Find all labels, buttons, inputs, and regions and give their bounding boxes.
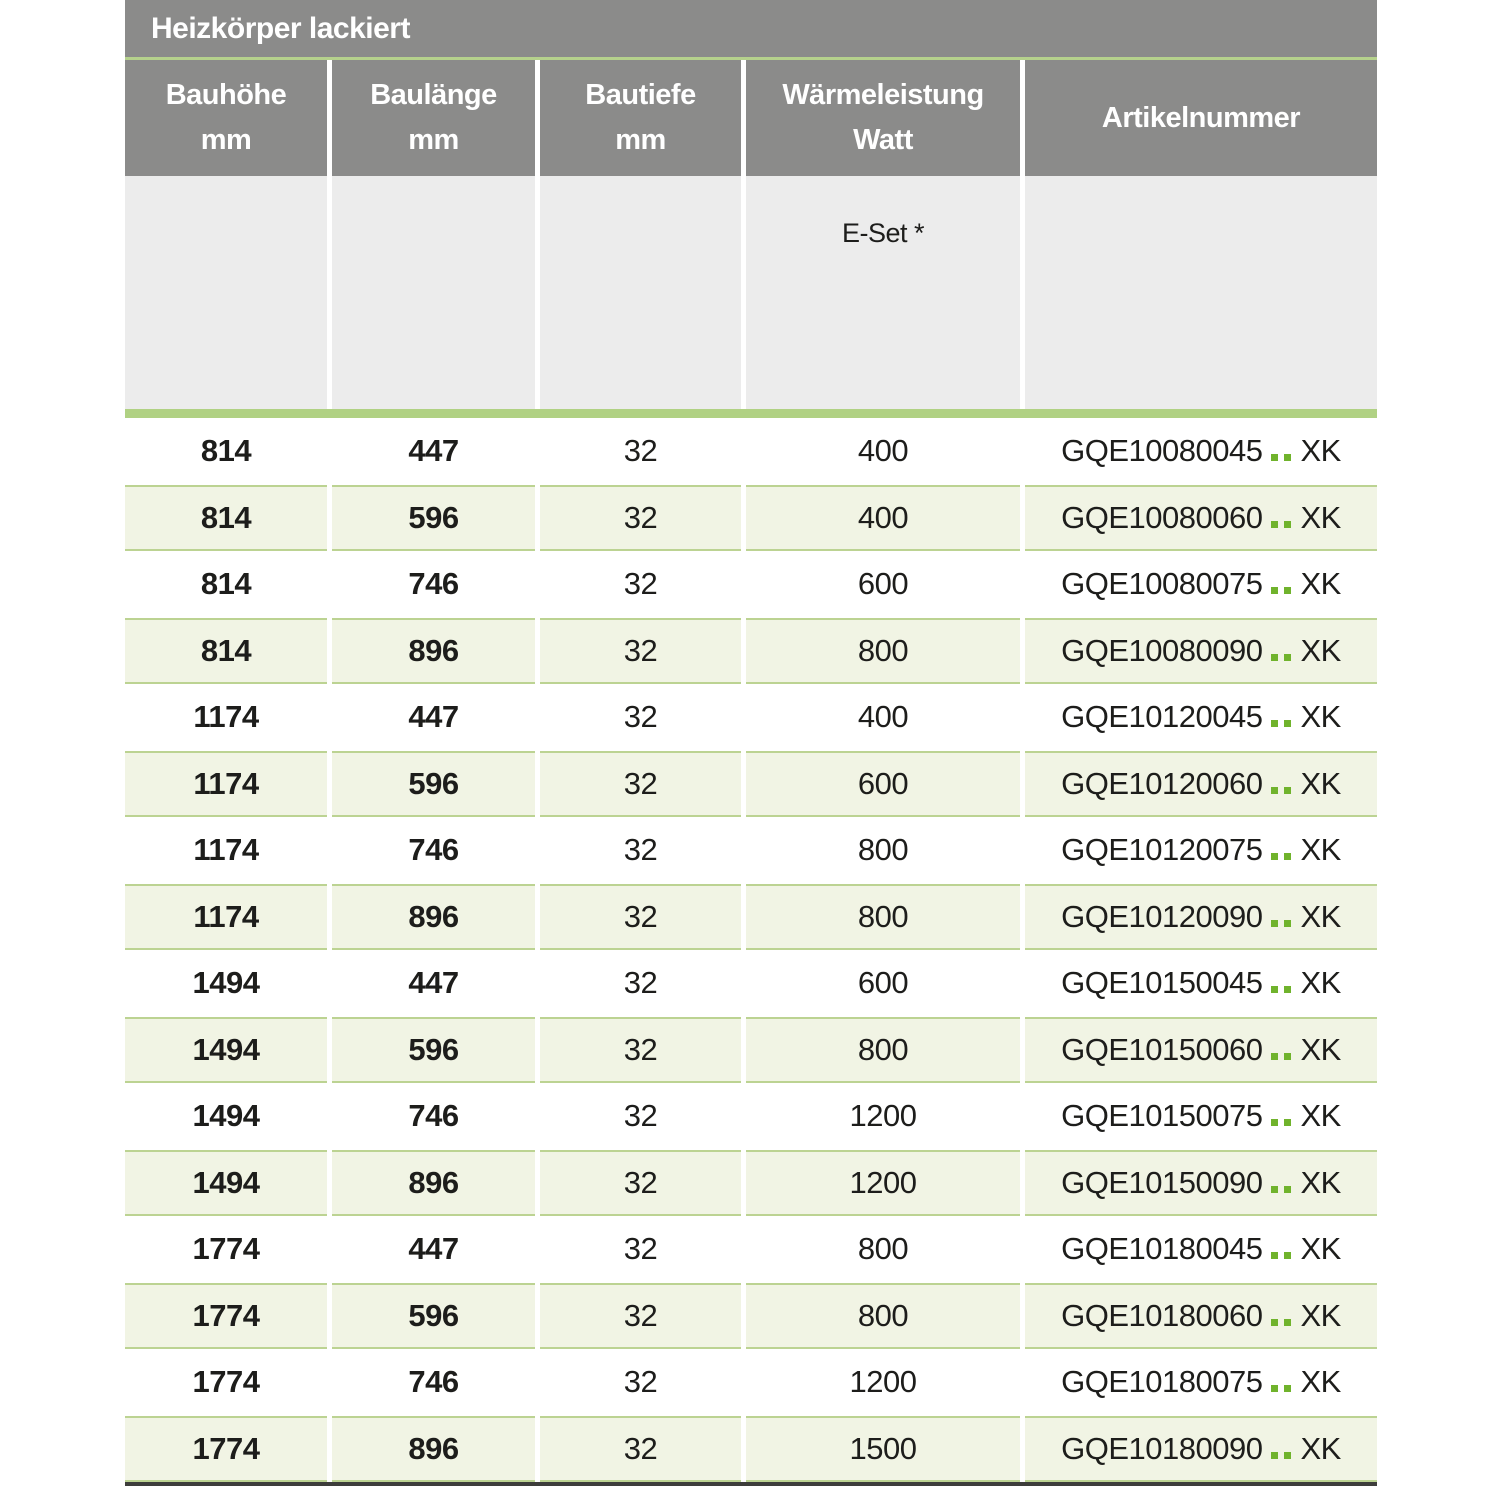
cell-bautiefe: 32: [623, 832, 658, 868]
table-row: [125, 1083, 1377, 1150]
cell-artikelnummer: [1025, 751, 1377, 818]
cell-watt: 600: [857, 566, 909, 602]
cell-bauhoehe: 1494: [192, 965, 260, 1001]
cell-bautiefe: 32: [540, 1017, 741, 1084]
color-code-dots-icon: [1271, 633, 1291, 669]
artikel-suffix: XK: [1300, 1297, 1341, 1333]
artikel-suffix: XK: [1300, 765, 1341, 801]
column-header-unit: Watt: [853, 124, 913, 156]
cell-watt: 1200: [746, 1150, 1020, 1217]
cell-artikelnummer: [1025, 618, 1377, 685]
artikel-code: GQE10150060: [1061, 1031, 1263, 1067]
cell-bautiefe: 32: [540, 1283, 741, 1350]
subheader-cell-artikelnummer: [1025, 176, 1377, 409]
color-code-dots-icon: [1271, 1364, 1291, 1400]
artikel-code: GQE10150090: [1061, 1164, 1263, 1200]
cell-baulaenge: 447: [408, 965, 459, 1001]
cell-bauhoehe: 1174: [193, 699, 259, 735]
table-row: [125, 817, 1377, 884]
cell-artikelnummer: [1025, 1083, 1377, 1150]
cell-bauhoehe: 814: [200, 566, 252, 602]
cell-watt: 800: [857, 832, 909, 868]
column-header-label: Artikelnummer: [1101, 101, 1301, 134]
cell-watt: 800: [746, 1017, 1020, 1084]
artikel-suffix: XK: [1300, 499, 1341, 535]
cell-watt: 1200: [849, 1098, 917, 1134]
artikel-code: GQE10080060: [1061, 499, 1263, 535]
artikel-code: GQE10150045: [1061, 965, 1263, 1001]
cell-baulaenge: 746: [408, 1364, 459, 1400]
table-row: [125, 418, 1377, 485]
cell-bautiefe: 32: [623, 566, 658, 602]
cell-artikelnummer: [1025, 1216, 1377, 1283]
cell-bautiefe: 32: [540, 1416, 741, 1483]
cell-baulaenge: 896: [332, 884, 535, 951]
table-title: Heizkörper lackiert: [151, 11, 410, 45]
cell-bauhoehe: 814: [125, 618, 327, 685]
cell-artikelnummer: [1025, 1150, 1377, 1217]
column-header-baulaenge: [332, 60, 535, 176]
table-body: [125, 418, 1377, 1482]
column-header-row: [125, 60, 1377, 176]
cell-bautiefe: 32: [623, 433, 658, 469]
cell-bautiefe: 32: [623, 965, 658, 1001]
column-header-waermeleistung: [746, 60, 1020, 176]
subheader-cell-baulaenge: [332, 176, 535, 409]
table-row: [125, 551, 1377, 618]
column-header-bautiefe: [540, 60, 741, 176]
cell-baulaenge: 447: [408, 433, 459, 469]
table-title-bar: [125, 0, 1377, 60]
color-code-dots-icon: [1271, 1098, 1291, 1134]
column-header-unit: mm: [408, 124, 459, 156]
color-code-dots-icon: [1271, 1032, 1291, 1068]
artikel-suffix: XK: [1300, 832, 1341, 868]
cell-baulaenge: 896: [332, 1416, 535, 1483]
cell-artikelnummer: [1025, 551, 1377, 618]
cell-watt: 400: [857, 433, 909, 469]
column-header-bauhoehe: [125, 60, 327, 176]
cell-bauhoehe: 814: [200, 433, 252, 469]
artikel-suffix: XK: [1300, 1098, 1341, 1134]
cell-bauhoehe: 1774: [125, 1283, 327, 1350]
artikel-code: GQE10080090: [1061, 632, 1263, 668]
column-header-label: Bauhöhe: [165, 79, 287, 111]
cell-watt: 1500: [746, 1416, 1020, 1483]
artikel-code: GQE10120060: [1061, 765, 1263, 801]
cell-baulaenge: 746: [408, 1098, 459, 1134]
table-row: [125, 1150, 1377, 1217]
artikel-suffix: XK: [1300, 433, 1341, 469]
artikel-code: GQE10150075: [1061, 1098, 1263, 1134]
color-code-dots-icon: [1271, 1165, 1291, 1201]
subheader-row: [125, 176, 1377, 409]
subheader-cell-eset: [746, 176, 1020, 409]
cell-artikelnummer: [1025, 1283, 1377, 1350]
subheader-cell-bautiefe: [540, 176, 741, 409]
cell-bauhoehe: 1774: [125, 1416, 327, 1483]
cell-bauhoehe: 814: [125, 485, 327, 552]
cell-bautiefe: 32: [623, 1231, 658, 1267]
cell-baulaenge: 746: [408, 566, 459, 602]
artikel-code: GQE10080075: [1061, 566, 1263, 602]
cell-bauhoehe: 1174: [125, 884, 327, 951]
cell-bauhoehe: 1174: [125, 751, 327, 818]
table-row: [125, 950, 1377, 1017]
cell-baulaenge: 447: [408, 699, 459, 735]
cell-watt: 1200: [849, 1364, 917, 1400]
cell-baulaenge: 596: [332, 1283, 535, 1350]
column-header-artikelnummer: [1025, 60, 1377, 176]
cell-bautiefe: 32: [540, 618, 741, 685]
cell-baulaenge: 896: [332, 618, 535, 685]
table-row: [125, 751, 1377, 818]
artikel-suffix: XK: [1300, 1430, 1341, 1466]
artikel-suffix: XK: [1300, 699, 1341, 735]
table-bottom-border: [125, 1482, 1377, 1486]
artikel-code: GQE10180045: [1061, 1231, 1263, 1267]
cell-bautiefe: 32: [623, 1364, 658, 1400]
artikel-suffix: XK: [1300, 1164, 1341, 1200]
cell-bautiefe: 32: [540, 884, 741, 951]
color-code-dots-icon: [1271, 699, 1291, 735]
product-spec-table: [125, 0, 1377, 1486]
column-header-label: Baulänge: [370, 79, 497, 111]
cell-artikelnummer: [1025, 1017, 1377, 1084]
column-header-unit: mm: [615, 124, 666, 156]
artikel-suffix: XK: [1300, 1031, 1341, 1067]
cell-watt: 800: [857, 1231, 909, 1267]
artikel-code: GQE10120075: [1061, 832, 1263, 868]
cell-baulaenge: 596: [332, 485, 535, 552]
cell-artikelnummer: [1025, 950, 1377, 1017]
cell-bautiefe: 32: [540, 1150, 741, 1217]
cell-baulaenge: 746: [408, 832, 459, 868]
artikel-suffix: XK: [1300, 1231, 1341, 1267]
artikel-suffix: XK: [1300, 965, 1341, 1001]
cell-baulaenge: 596: [332, 751, 535, 818]
cell-artikelnummer: [1025, 485, 1377, 552]
cell-bautiefe: 32: [540, 485, 741, 552]
table-row: [125, 1283, 1377, 1350]
cell-bauhoehe: 1774: [192, 1364, 260, 1400]
cell-watt: 800: [746, 884, 1020, 951]
cell-bauhoehe: 1494: [125, 1017, 327, 1084]
cell-bautiefe: 32: [623, 699, 658, 735]
color-code-dots-icon: [1271, 1231, 1291, 1267]
artikel-code: GQE10180075: [1061, 1364, 1263, 1400]
artikel-code: GQE10180090: [1061, 1430, 1263, 1466]
cell-artikelnummer: [1025, 884, 1377, 951]
cell-artikelnummer: [1025, 418, 1377, 485]
table-row: [125, 1216, 1377, 1283]
cell-bautiefe: 32: [540, 751, 741, 818]
color-code-dots-icon: [1271, 899, 1291, 935]
cell-watt: 600: [857, 965, 909, 1001]
table-row: [125, 1349, 1377, 1416]
cell-artikelnummer: [1025, 684, 1377, 751]
color-code-dots-icon: [1271, 433, 1291, 469]
column-header-label: Wärmeleistung: [782, 79, 984, 111]
artikel-code: GQE10080045: [1061, 433, 1263, 469]
cell-bauhoehe: 1494: [125, 1150, 327, 1217]
artikel-suffix: XK: [1300, 566, 1341, 602]
cell-bauhoehe: 1494: [192, 1098, 260, 1134]
cell-watt: 400: [746, 485, 1020, 552]
color-code-dots-icon: [1271, 832, 1291, 868]
color-code-dots-icon: [1271, 1298, 1291, 1334]
artikel-suffix: XK: [1300, 1364, 1341, 1400]
cell-watt: 600: [746, 751, 1020, 818]
table-row: [125, 684, 1377, 751]
color-code-dots-icon: [1271, 566, 1291, 602]
color-code-dots-icon: [1271, 1431, 1291, 1467]
cell-baulaenge: 447: [408, 1231, 459, 1267]
column-header-label: Bautiefe: [585, 79, 696, 111]
color-code-dots-icon: [1271, 766, 1291, 802]
column-header-unit: mm: [200, 124, 252, 156]
cell-bauhoehe: 1774: [192, 1231, 260, 1267]
eset-label: E-Set *: [841, 218, 925, 248]
cell-baulaenge: 896: [332, 1150, 535, 1217]
cell-artikelnummer: [1025, 1349, 1377, 1416]
table-row: [125, 485, 1377, 552]
cell-artikelnummer: [1025, 817, 1377, 884]
artikel-suffix: XK: [1300, 898, 1341, 934]
cell-watt: 800: [746, 618, 1020, 685]
artikel-code: GQE10120045: [1061, 699, 1263, 735]
header-divider-band: [125, 409, 1377, 418]
cell-watt: 400: [857, 699, 909, 735]
cell-artikelnummer: [1025, 1416, 1377, 1483]
table-row: [125, 1416, 1377, 1483]
color-code-dots-icon: [1271, 965, 1291, 1001]
table-row: [125, 618, 1377, 685]
cell-baulaenge: 596: [332, 1017, 535, 1084]
color-code-dots-icon: [1271, 500, 1291, 536]
table-row: [125, 1017, 1377, 1084]
cell-bautiefe: 32: [623, 1098, 658, 1134]
table-row: [125, 884, 1377, 951]
artikel-suffix: XK: [1300, 632, 1341, 668]
subheader-cell-bauhoehe: [125, 176, 327, 409]
cell-watt: 800: [746, 1283, 1020, 1350]
cell-bauhoehe: 1174: [193, 832, 259, 868]
artikel-code: GQE10120090: [1061, 898, 1263, 934]
artikel-code: GQE10180060: [1061, 1297, 1263, 1333]
